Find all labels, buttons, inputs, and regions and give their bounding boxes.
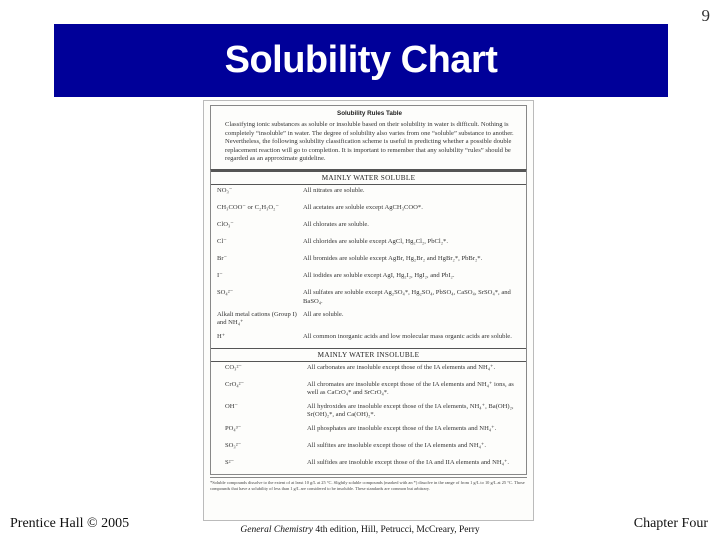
table-heading: Solubility Rules Table xyxy=(337,110,402,117)
ion-cell: Cl⁻ xyxy=(217,238,227,246)
slide-title: Solubility Chart xyxy=(224,39,498,81)
rule-cell: All hydroxides are insoluble except those of the IA elements, NH₄⁺, Ba(OH)₂, Sr(OH)₂*, and Ca(OH)₂*. xyxy=(307,402,514,419)
ion-cell: CrO₄²⁻ xyxy=(225,381,245,389)
table-row xyxy=(211,185,526,202)
rule-cell: All common inorganic acids and low molecular mass organic acids are soluble. xyxy=(303,332,512,340)
ion-cell: NO₃⁻ xyxy=(217,187,233,195)
solubility-rules-table-image xyxy=(203,100,534,521)
table-intro xyxy=(210,105,527,169)
rule-cell: All sulfates are soluble except Ag₂SO₄*, Hg₂SO₄, PbSO₄, CaSO₄, SrSO₄*, and BaSO₄. xyxy=(303,289,511,305)
table-row xyxy=(211,379,526,401)
rules-table xyxy=(210,169,527,475)
section-header-soluble: MAINLY WATER SOLUBLE xyxy=(211,170,526,185)
soluble-rows xyxy=(211,185,526,348)
ion-cell: SO₃²⁻ xyxy=(225,441,242,449)
rule-cell: All acetates are soluble except AgCH₃COO*. xyxy=(303,204,423,212)
rule-cell: All phosphates are insoluble except those of the IA elements and NH₄⁺. xyxy=(307,424,497,432)
book-details: 4th edition, Hill, Petrucci, McCreary, Perry xyxy=(312,525,480,535)
ion-cell: CO₃²⁻ xyxy=(225,364,242,372)
table-row xyxy=(211,309,526,331)
title-bar xyxy=(54,24,668,97)
footer-copyright: Prentice Hall © 2005 xyxy=(10,516,130,531)
table-row xyxy=(211,423,526,440)
footer-citation xyxy=(0,525,720,535)
insoluble-rows xyxy=(211,362,526,474)
ion-cell: CH₃COO⁻ or C₂H₃O₂⁻ xyxy=(217,204,279,212)
table-footnote: *Soluble compounds dissolve to the extent of at least 10 g/L at 25 °C. Slightly soluble compounds (marked with an *) dissolve in the range of from 1 g/L to 10 g/L at 25 °C. Those compounds that have a solubility of less than 1 g/L are considered to be insoluble. These standards are common but arbitrary. xyxy=(210,477,527,492)
footer-chapter: Chapter Four xyxy=(633,516,708,531)
rule-cell: All sulfides are insoluble except those of the IA and IIA elements and NH₄⁺. xyxy=(307,458,510,466)
intro-paragraph: Classifying ionic substances as soluble or insoluble based on their solubility in water is difficult. Nothing is completely “insoluble” in water. The degree of solubility also varies from one “soluble” substance to another. Nevertheless, the following solubility classification scheme is useful in predicting whether a possible double replacement reaction will go to completion. It is important to remember that any solubility “rules” should be regarded as an approximate guideline. xyxy=(225,121,514,163)
ion-cell: SO₄²⁻ xyxy=(217,289,234,297)
ion-cell: H⁺ xyxy=(217,332,226,340)
book-title: General Chemistry xyxy=(240,525,313,535)
ion-cell: I⁻ xyxy=(217,272,223,280)
rule-cell: All iodides are soluble except AgI, Hg₂I₂, HgI₂, and PbI₂. xyxy=(303,272,455,280)
table-row xyxy=(211,236,526,253)
ion-cell: S²⁻ xyxy=(225,458,235,466)
table-row xyxy=(211,219,526,236)
table-row xyxy=(211,440,526,457)
table-row xyxy=(211,401,526,423)
rule-cell: All chlorates are soluble. xyxy=(303,221,369,229)
slide-number: 9 xyxy=(701,6,710,25)
table-row xyxy=(211,331,526,348)
rule-cell: All bromides are soluble except AgBr, Hg₂Br₂ and HgBr₂*, PbBr₂*. xyxy=(303,255,483,263)
table-row xyxy=(211,253,526,270)
rule-cell: All carbonates are insoluble except those of the IA elements and NH₄⁺. xyxy=(307,364,496,372)
section-header-insoluble: MAINLY WATER INSOLUBLE xyxy=(211,348,526,362)
table-row xyxy=(211,362,526,379)
ion-cell: ClO₃⁻ xyxy=(217,221,234,229)
ion-cell: Br⁻ xyxy=(217,255,228,263)
ion-cell: PO₄³⁻ xyxy=(225,424,242,432)
table-row xyxy=(211,270,526,287)
table-row xyxy=(211,287,526,309)
rule-cell: All chromates are insoluble except those of the IA elements and NH₄⁺ ions, as well as CaCrO₄* and SrCrO₄*. xyxy=(307,381,514,397)
ion-cell: OH⁻ xyxy=(225,402,239,410)
rule-cell: All sulfites are insoluble except those of the IA elements and NH₄⁺. xyxy=(307,441,487,449)
rule-cell: All nitrates are soluble. xyxy=(303,187,365,195)
ion-cell: Alkali metal cations (Group I) and NH₄⁺ xyxy=(217,310,297,327)
table-row xyxy=(211,202,526,219)
table-row xyxy=(211,457,526,474)
rule-cell: All are soluble. xyxy=(303,310,344,318)
rule-cell: All chlorides are soluble except AgCl, Hg₂Cl₂, PbCl₂*. xyxy=(303,238,448,246)
